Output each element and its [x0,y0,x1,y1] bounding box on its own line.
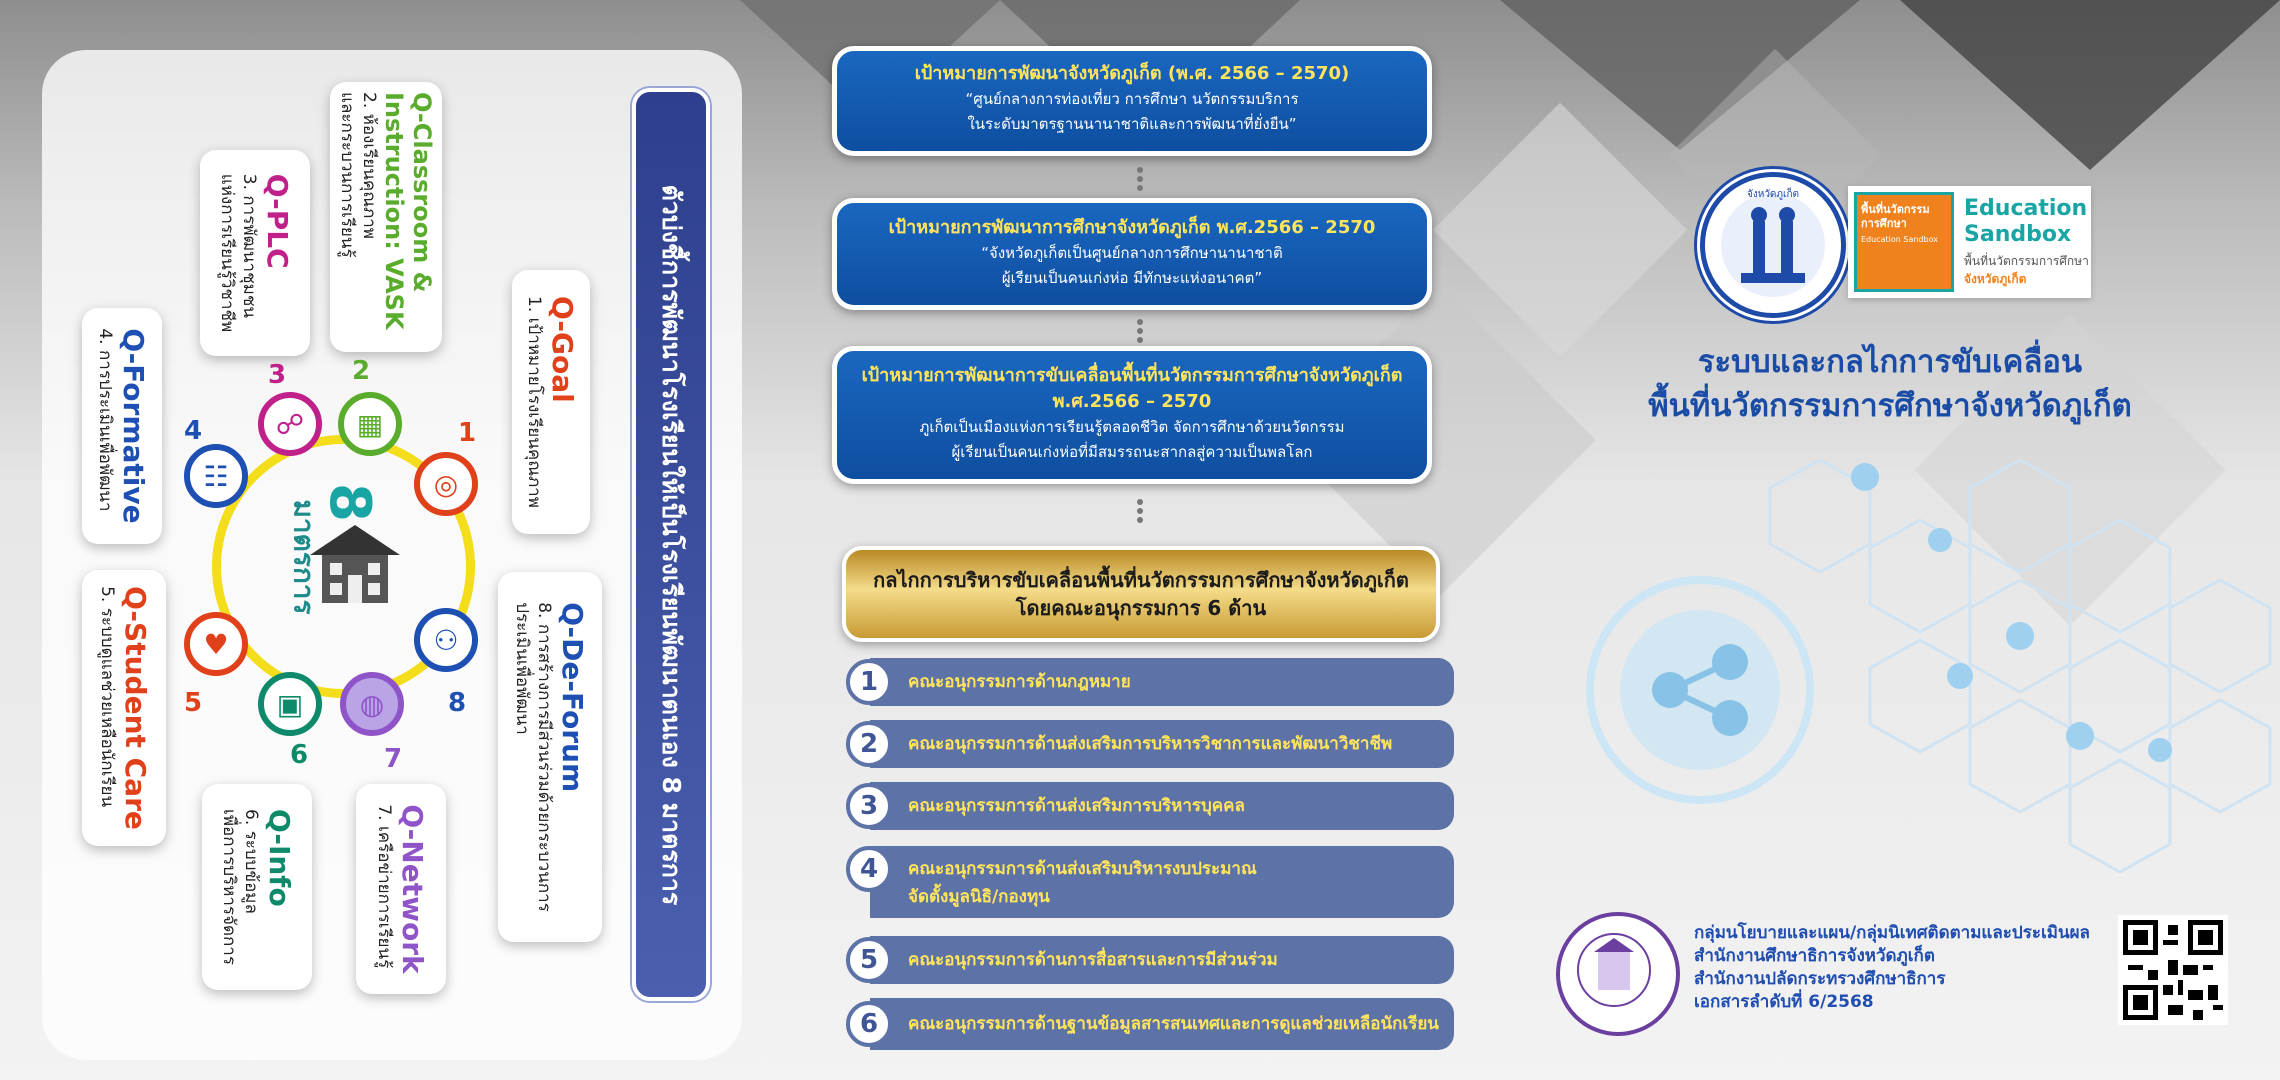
ring-number: 3 [268,360,287,390]
measures-banner-text: ตัวบ่งชี้การพัฒนาโรงเรียนให้เป็นโรงเรียนพัฒนาตนเอง 8 มาตรการ [657,184,686,905]
connector-dots [1137,496,1143,526]
committee-label: คณะอนุกรรมการด้านการสื่อสารและการมีส่วนร่วม [908,950,1278,970]
measure-desc: 1. เป้าหมายโรงเรียนคุณภาพ [524,296,544,508]
committee-label: คณะอนุกรรมการด้านฐานข้อมูลสารสนเทศและการดูแลช่วยเหลือนักเรียน [908,1014,1439,1034]
goal-title: เป้าหมายการพัฒนาจังหวัดภูเก็ต (พ.ศ. 2566 – 2570) [914,63,1350,84]
goal-line: “ศูนย์กลางการท่องเที่ยว การศึกษา นวัตกรรมบริการ [965,90,1299,108]
network-globe-icon: ◍ [340,672,404,736]
ring-number: 6 [290,740,309,770]
goal-line: ภูเก็ตเป็นเมืองแห่งการเรียนรู้ตลอดชีวิต จัดการศึกษาด้วยนวัตกรรม [919,418,1345,436]
phuket-province-seal [1700,172,1846,318]
measure-desc: 6. ระบบข้อมูล [241,809,261,914]
committee-label: คณะอนุกรรมการด้านส่งเสริมการบริหารบุคคล [908,796,1245,816]
committee-number: 6 [846,1001,892,1047]
goal-box-education [832,198,1432,310]
goal-box-province [832,46,1432,156]
goal-line: ในระดับมาตรฐานนานาชาติและการพัฒนาที่ยั่งยืน” [967,115,1297,133]
measure-title: Q-Formative [117,328,150,524]
sandbox-badge [1854,192,1954,292]
main-title [1600,340,2180,428]
measure-desc: เพื่อการบริหารจัดการ [219,809,239,965]
measure-desc: ประเมินเพื่อพัฒนา [512,602,532,735]
main-title-line2: พื้นที่นวัตกรรมการศึกษาจังหวัดภูเก็ต [1648,388,2132,424]
committee-number: 4 [846,846,892,892]
measure-card-q-info [202,784,312,990]
plc-people-icon: ☍ [258,392,322,456]
measure-card-q-goal [512,270,590,534]
measure-title: Q-Info [263,809,296,907]
mechanism-line1: กลไกการบริหารขับเคลื่อนพื้นที่นวัตกรรมการศึกษาจังหวัดภูเก็ต [873,568,1409,592]
sandbox-badge-small: Education Sandbox [1861,235,1938,244]
hexagon-network-graphic [1520,440,2280,910]
measure-desc: 3. การพัฒนาชุมชน [239,173,259,318]
goal-box-sandbox [832,346,1432,484]
footer-line: กลุ่มนโยบายและแผน/กลุ่มนิเทศติดตามและประเมินผล [1694,923,2090,943]
committee-row [846,846,1454,918]
mechanism-banner [842,546,1440,642]
qr-code[interactable] [2118,915,2228,1025]
sandbox-badge-text: พื้นที่นวัตกรรมการศึกษา [1861,203,1930,230]
measures-banner [632,88,710,1001]
center-number: 8 [316,483,382,522]
measure-card-q-network [356,784,446,994]
measure-title: Q-Student Care [119,586,152,830]
mechanism-line2: โดยคณะอนุกรรมการ 6 ด้าน [1015,596,1267,620]
footer-line: สำนักงานศึกษาธิการจังหวัดภูเก็ต [1694,946,1935,966]
committee-label: คณะอนุกรรมการด้านส่งเสริมบริหารงบประมาณ [908,859,1257,879]
ministry-logo [1556,912,1680,1036]
committee-number: 3 [846,783,892,829]
goal-title: เป้าหมายการพัฒนาการศึกษาจังหวัดภูเก็ต พ.ศ.2566 – 2570 [888,217,1376,238]
footer-info [1694,922,2114,1014]
goal-line: “จังหวัดภูเก็ตเป็นศูนย์กลางการศึกษานานาชาติ [981,244,1283,262]
committee-label: คณะอนุกรรมการด้านส่งเสริมการบริหารวิชาการและพัฒนาวิชาชีพ [908,734,1393,754]
student-care-icon: ♥ [184,612,248,676]
measure-desc: และกระบวนการเรียนรู้ [337,92,357,258]
forum-icon: ⚇ [414,608,478,672]
measure-desc: 5. ระบบดูแลช่วยเหลือนักเรียน [97,586,117,808]
qr-code-icon [2118,915,2228,1025]
footer-line: สำนักงานปลัดกระทรวงศึกษาธิการ [1694,969,1946,989]
measure-card-q-classroom [330,82,442,352]
measure-title: Q-De-Forum [556,602,589,793]
measure-card-q-de-forum [498,572,602,942]
sandbox-title-2: Sandbox [1964,222,2072,247]
committee-row [846,658,1454,706]
ring-number: 8 [448,688,467,718]
ring-number: 2 [352,356,371,386]
measure-desc: 4. การประเมินเพื่อพัฒนา [95,328,115,512]
goal-title-years: พ.ศ.2566 – 2570 [1052,391,1212,412]
sandbox-sub: พื้นที่นวัตกรรมการศึกษา [1964,254,2089,268]
ring-number: 7 [384,744,403,774]
goal-title: เป้าหมายการพัฒนาการขับเคลื่อนพื้นที่นวัตกรรมการศึกษาจังหวัดภูเก็ต [861,365,1403,386]
measure-desc: 8. การสร้างการมีส่วนร่วมด้วยกระบวนการ [534,602,554,912]
ring-number: 5 [184,688,203,718]
sandbox-sub-2: จังหวัดภูเก็ต [1964,272,2027,286]
connector-dots [1137,316,1143,346]
goal-line: ผู้เรียนเป็นคนเก่งห่อที่มีสมรรถนะสากลสู่ความเป็นพลโลก [951,443,1313,461]
measure-title: Q-Goal [546,296,579,403]
measure-card-q-student-care [82,570,166,846]
ministry-emblem-icon [1560,916,1668,1024]
education-sandbox-logo [1848,186,2091,298]
measure-desc: 2. ห้องเรียนคุณภาพ [359,92,379,239]
ring-number: 1 [458,418,477,448]
committee-row [846,720,1454,768]
connector-dots [1137,164,1143,194]
goal-target-icon: ◎ [414,452,478,516]
formative-board-icon: ☷ [184,444,248,508]
measure-desc: 7. เครือข่ายการเรียนรู้ [374,804,394,969]
committee-number: 5 [846,937,892,983]
committee-number: 2 [846,721,892,767]
classroom-icon: ▦ [338,392,402,456]
committee-row [846,782,1454,830]
measure-title: Q-Classroom & Instruction: VASK [380,92,436,330]
goal-line: ผู้เรียนเป็นคนเก่งห่อ มีทักษะแห่งอนาคต” [1001,269,1263,287]
measure-title: Q-PLC [261,173,294,269]
measure-desc: แห่งการเรียนรู้วิชาชีพ [217,173,237,333]
committee-label: คณะอนุกรรมการด้านกฎหมาย [908,672,1131,692]
measure-card-q-plc [200,150,310,356]
seal-text: จังหวัดภูเก็ต [1746,189,1799,200]
info-system-icon: ▣ [258,672,322,736]
measure-card-q-formative [82,308,162,544]
committee-row [846,998,1454,1050]
center-label: มาตรการ [287,499,321,615]
measure-title: Q-Network [396,804,429,974]
ring-number: 4 [184,416,203,446]
committee-label-2: จัดตั้งมูลนิธิ/กองทุน [908,887,1050,907]
footer-line: เอกสารลำดับที่ 6/2568 [1694,992,1874,1012]
sandbox-title-1: Education [1964,196,2088,221]
committee-number: 1 [846,659,892,705]
committee-row [846,936,1454,984]
main-title-line1: ระบบและกลไกการขับเคลื่อน [1697,344,2083,380]
